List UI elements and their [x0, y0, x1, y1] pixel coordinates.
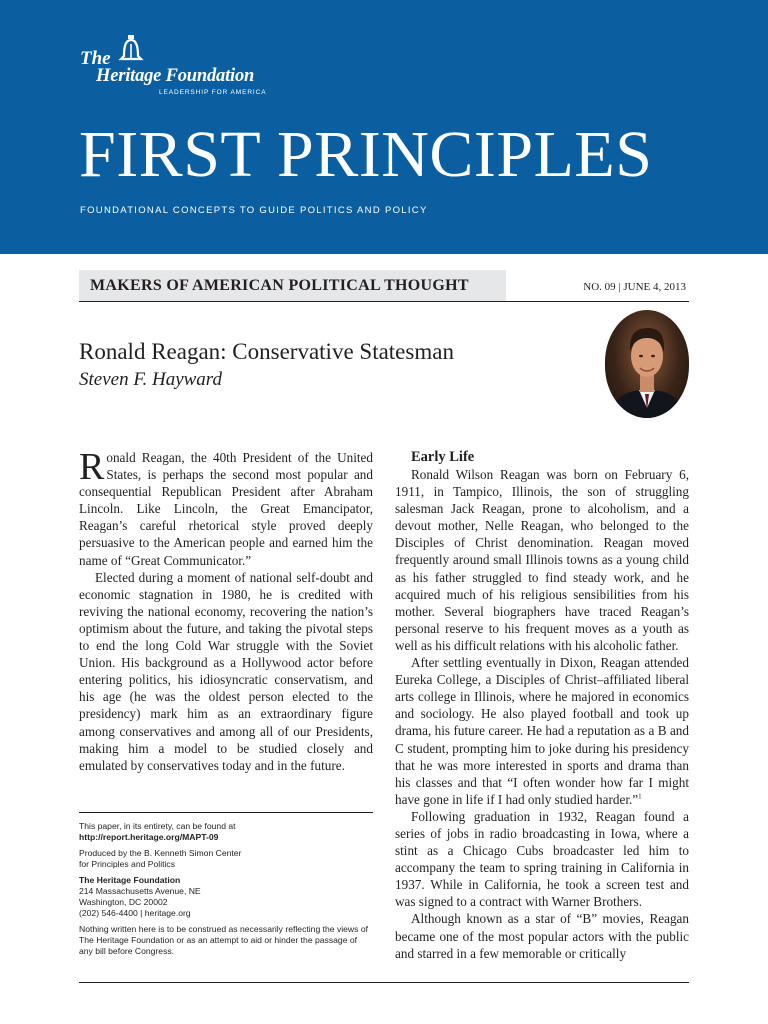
disclaimer: Nothing written here is to be construed as necessarily reflecting the views of The Heritage Foundation or as an attempt to aid or hinder the passage of any bill before Congress. — [79, 924, 368, 956]
address-line: Washington, DC 20002 — [79, 897, 168, 907]
footnote-marker[interactable]: 1 — [638, 792, 642, 801]
liberty-bell-icon — [116, 34, 146, 64]
body-column-left — [79, 446, 373, 774]
section-heading: Early Life — [411, 449, 475, 465]
header-banner — [0, 0, 768, 254]
body-column-right — [395, 449, 689, 962]
publication-subtitle: FOUNDATIONAL CONCEPTS TO GUIDE POLITICS AND POLICY — [80, 205, 428, 216]
note-line: This paper, in its entirety, can be found at — [79, 821, 236, 831]
body-paragraph: Following graduation in 1932, Reagan found a series of jobs in radio broadcasting in Iowa, where a stint as a Chicago Cubs broadcaster led him to accompany the team to spring training in California in 1937. While in California, he took a screen test and was signed to a contract with Warner Brothers. — [395, 808, 689, 910]
header-divider — [79, 301, 689, 302]
publication-title: FIRST PRINCIPLES — [79, 118, 653, 191]
publication-note — [79, 821, 373, 962]
logo-the-text: The — [80, 48, 111, 69]
produced-by-line: Produced by the B. Kenneth Simon Center — [79, 848, 242, 858]
issue-number-date: NO. 09 | JUNE 4, 2013 — [583, 281, 686, 293]
body-paragraph: Although known as a star of “B” movies, Reagan became one of the most popular actors with the public and starred in a few memorable or critically — [395, 911, 689, 961]
body-paragraph-text: After settling eventually in Dixon, Reagan attended Eureka College, a Disciples of Christ–affiliated liberal arts college in Illinois, where he majored in economics and sociology. He also played football and took up drama, his future career. He had a reputation as a B and C student, prompting him to joke during his presidency that he was more interested in sports and drama than his classes and that “I often wonder how far I might have gone in life if I had only studied harder.” — [395, 655, 689, 807]
logo-name-text: Heritage Foundation — [96, 66, 255, 86]
footnote-divider — [79, 812, 373, 813]
drop-cap: R — [79, 446, 105, 488]
body-paragraph: Ronald Wilson Reagan was born on February 6, 1911, in Tampico, Illinois, the son of struggling salesman Jack Reagan, prone to alcoholism, and a devout mother, Nelle Reagan, who belonged to the Disciples of Christ denomination. Reagan moved frequently around small Illinois towns as a young child as his father struggled to find steady work, and he acquired much of his religious sensibilities from his mother. Several biographers have traced Reagan’s personal reserve to his frequent moves as a youth as well as his difficult relations with his alcoholic father. — [395, 467, 689, 653]
body-paragraph — [395, 654, 689, 808]
intro-paragraph — [79, 446, 373, 569]
logo-tagline: LEADERSHIP FOR AMERICA — [159, 89, 267, 96]
article-author: Steven F. Hayward — [79, 369, 223, 390]
intro-paragraph-text: onald Reagan, the 40th President of the United States, is perhaps the second most popular and consequential Republican President after Abraham Lincoln. Like Lincoln, the Great Emancipator, Reagan’s careful rhetorical style proved deeply persuasive to the American people and earned him the name of “Great Communicator.” — [79, 450, 373, 568]
reagan-portrait — [605, 310, 689, 418]
produced-by-line: for Principles and Politics — [79, 859, 176, 869]
series-label: MAKERS OF AMERICAN POLITICAL THOUGHT — [90, 277, 469, 294]
article-title: Ronald Reagan: Conservative Statesman — [79, 339, 454, 364]
page-bottom-rule — [79, 982, 689, 983]
series-label-box — [79, 270, 506, 302]
report-url-link[interactable]: http://report.heritage.org/MAPT-09 — [79, 832, 219, 842]
address-line: 214 Massachusetts Avenue, NE — [79, 886, 201, 896]
portrait-photo-icon — [605, 310, 689, 418]
body-paragraph: Elected during a moment of national self-doubt and economic stagnation in 1980, he is credited with reviving the national economy, recovering the nation’s optimism about the future, and taking the pivotal steps to end the long Cold War struggle with the Soviet Union. His background as a Hollywood actor before entering politics, his idiosyncratic conservatism, and his age (he was the oldest person elected to the presidency) mark him as an extraordinary figure among conservatives and among all of our Presidents, making him a model to be studied closely and emulated by conservatives today and in the future. — [79, 569, 373, 773]
contact-line: (202) 546-4400 | heritage.org — [79, 908, 191, 918]
org-name: The Heritage Foundation — [79, 875, 181, 885]
